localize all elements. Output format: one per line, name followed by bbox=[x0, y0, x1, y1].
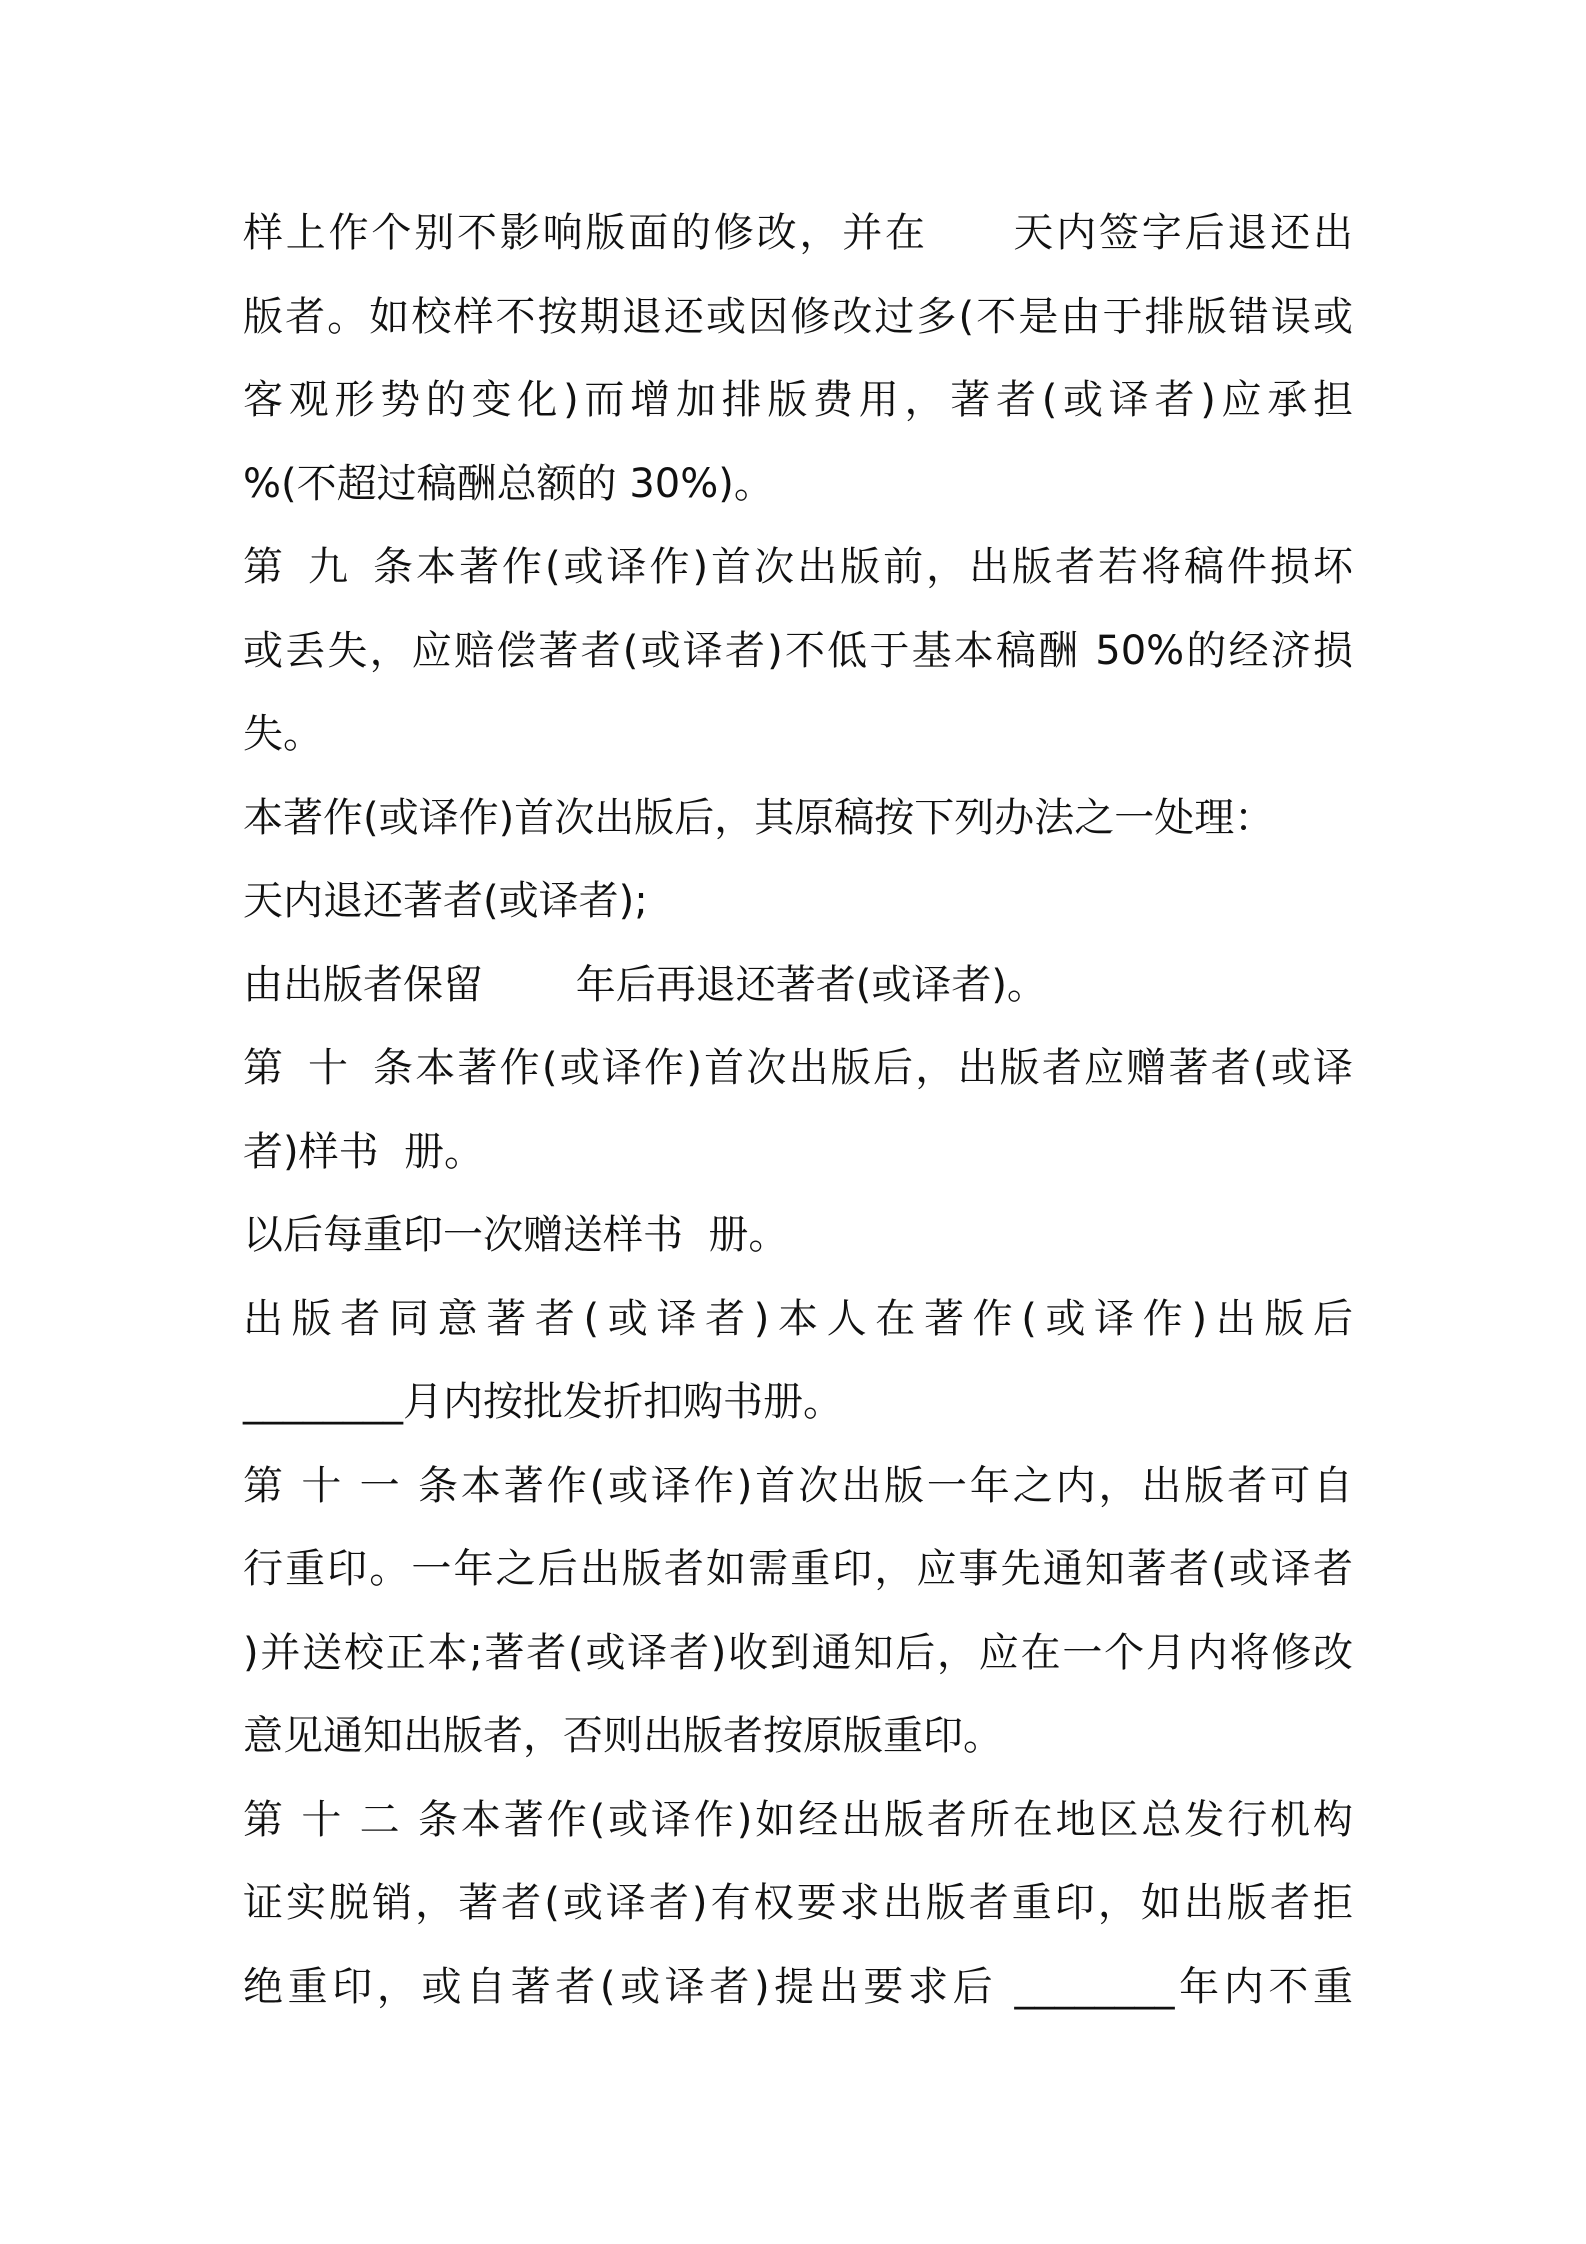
text-line: 证实脱销，著者(或译者)有权要求出版者重印，如出版者拒 bbox=[243, 1880, 1353, 1926]
article-heading: 第十条 bbox=[243, 1045, 413, 1091]
article-text: 本著作(或译作)首次出版一年之内，出版者可自 bbox=[458, 1462, 1353, 1509]
text-line: 绝重印，或自著者(或译者)提出要求后 ________年内不重 bbox=[243, 1963, 1353, 2010]
text-line: 者)样书 册。 bbox=[243, 1128, 485, 1175]
text-line: 意见通知出版者，否则出版者按原版重印。 bbox=[243, 1713, 1003, 1759]
article-line bbox=[243, 1027, 1353, 1111]
article-line bbox=[243, 1779, 1353, 1863]
text-line: 由出版者保留 年后再退还著者(或译者)。 bbox=[243, 961, 1047, 1008]
article-line bbox=[243, 526, 1353, 610]
article-heading: 第九条 bbox=[243, 544, 413, 590]
text-line: ________月内按批发折扣购书册。 bbox=[243, 1379, 843, 1425]
article-text: 本著作(或译作)首次出版后，出版者应赠著者(或译 bbox=[413, 1045, 1353, 1091]
text-line: 本著作(或译作)首次出版后，其原稿按下列办法之一处理： bbox=[243, 794, 1275, 841]
text-line: 失。 bbox=[243, 711, 323, 757]
text-line: 客观形势的变化)而增加排版费用，著者(或译者)应承担 bbox=[243, 377, 1353, 423]
document-body bbox=[243, 192, 1353, 2029]
text-line: 样上作个别不影响版面的修改，并在 天内签字后退还出 bbox=[243, 210, 1353, 256]
text-line: 行重印。一年之后出版者如需重印，应事先通知著者(或译者 bbox=[243, 1546, 1353, 1592]
article-heading: 第十一条 bbox=[243, 1462, 458, 1509]
text-line: 以后每重印一次赠送样书 册。 bbox=[243, 1212, 789, 1258]
article-line bbox=[243, 1445, 1353, 1529]
article-text: 本著作(或译作)首次出版前，出版者若将稿件损坏 bbox=[413, 544, 1353, 590]
text-line: 天内退还著者(或译者); bbox=[243, 878, 648, 924]
article-heading: 第十二条 bbox=[243, 1796, 458, 1843]
text-line: 出版者同意著者(或译者)本人在著作(或译作)出版后 bbox=[243, 1295, 1353, 1342]
text-line: %(不超过稿酬总额的 30%)。 bbox=[243, 460, 774, 507]
article-text: 本著作(或译作)如经出版者所在地区总发行机构 bbox=[458, 1796, 1353, 1843]
text-line: 或丢失，应赔偿著者(或译者)不低于基本稿酬 50%的经济损 bbox=[243, 627, 1353, 674]
text-line: )并送校正本;著者(或译者)收到通知后，应在一个月内将修改 bbox=[243, 1629, 1353, 1676]
text-line: 版者。如校样不按期退还或因修改过多(不是由于排版错误或 bbox=[243, 293, 1353, 340]
